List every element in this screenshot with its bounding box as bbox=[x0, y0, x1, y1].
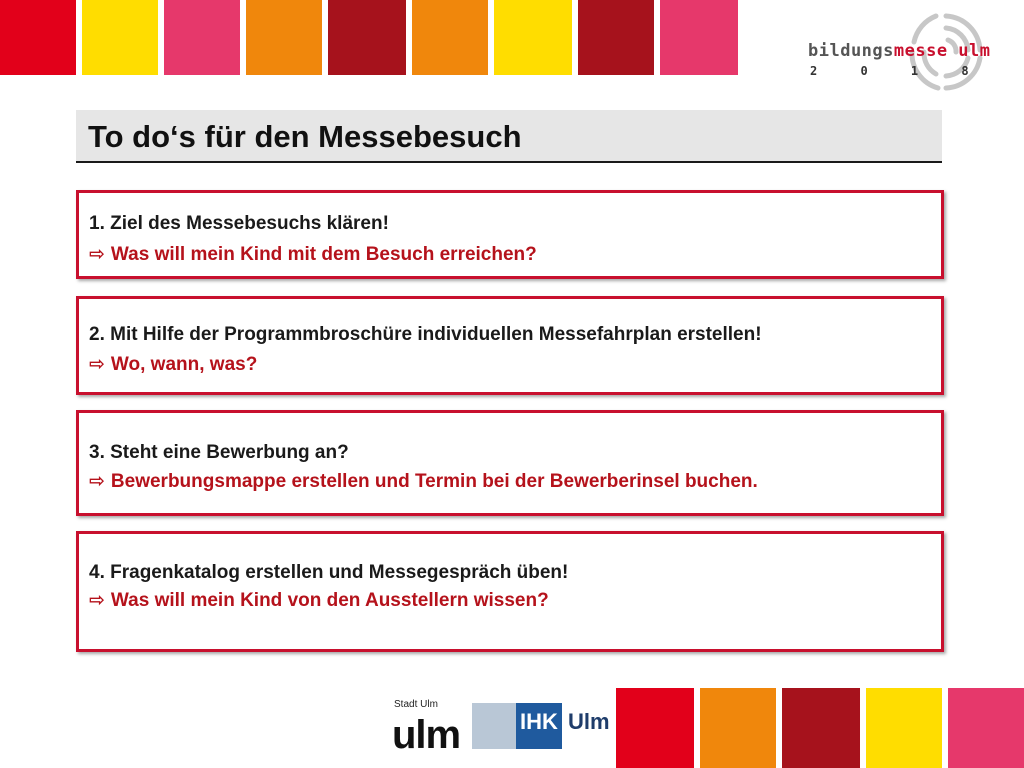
arrow-right-icon: ⇨ bbox=[89, 471, 105, 492]
todo-detail-text: Was will mein Kind von den Ausstellern wissen? bbox=[110, 590, 549, 611]
todo-heading: 2. Mit Hilfe der Programmbroschüre individuellen Messefahrplan erstellen! bbox=[89, 324, 762, 345]
todo-detail bbox=[89, 243, 537, 266]
arrow-right-icon: ⇨ bbox=[89, 590, 105, 611]
brand-year: 2 0 1 8 bbox=[810, 64, 987, 78]
todo-heading: 3. Steht eine Bewerbung an? bbox=[89, 442, 349, 463]
color-square bbox=[246, 0, 322, 75]
todo-box-4 bbox=[76, 531, 944, 652]
todo-heading: 4. Fragenkatalog erstellen und Messegespräch üben! bbox=[89, 562, 569, 583]
todo-heading: 1. Ziel des Messebesuchs klären! bbox=[89, 213, 389, 234]
color-square bbox=[948, 688, 1024, 768]
color-square bbox=[866, 688, 942, 768]
todo-detail-text: Bewerbungsmappe erstellen und Termin bei der Bewerberinsel buchen. bbox=[110, 471, 758, 492]
stadt-ulm-label: Stadt Ulm bbox=[394, 699, 438, 710]
arrow-right-icon: ⇨ bbox=[89, 244, 105, 265]
color-square bbox=[164, 0, 240, 75]
brand-suffix: messe ulm bbox=[893, 41, 991, 61]
ihk-city: Ulm bbox=[568, 709, 610, 734]
color-square bbox=[328, 0, 406, 75]
todo-box-3 bbox=[76, 410, 944, 516]
todo-detail bbox=[89, 589, 549, 612]
color-square bbox=[700, 688, 776, 768]
color-square bbox=[412, 0, 488, 75]
ihk-label: IHK bbox=[520, 709, 558, 734]
color-square bbox=[578, 0, 654, 75]
stadt-ulm-logo: ulm bbox=[392, 713, 461, 757]
brand-prefix: bildungs bbox=[808, 41, 894, 61]
brand-logo-text bbox=[808, 41, 991, 61]
page-title: To do‘s für den Messebesuch bbox=[88, 119, 522, 154]
color-square bbox=[82, 0, 158, 75]
color-square bbox=[616, 688, 694, 768]
todo-detail-text: Wo, wann, was? bbox=[110, 354, 258, 375]
color-square bbox=[782, 688, 860, 768]
todo-box-1 bbox=[76, 190, 944, 279]
arrow-right-icon: ⇨ bbox=[89, 354, 105, 375]
todo-box-2 bbox=[76, 296, 944, 395]
todo-detail-text: Was will mein Kind mit dem Besuch erreichen? bbox=[110, 244, 537, 265]
color-square bbox=[0, 0, 76, 75]
color-square bbox=[494, 0, 572, 75]
ihk-ulm-logo bbox=[472, 703, 612, 753]
todo-detail bbox=[89, 353, 257, 376]
title-bar bbox=[76, 110, 942, 163]
color-square bbox=[660, 0, 738, 75]
todo-detail bbox=[89, 470, 758, 493]
